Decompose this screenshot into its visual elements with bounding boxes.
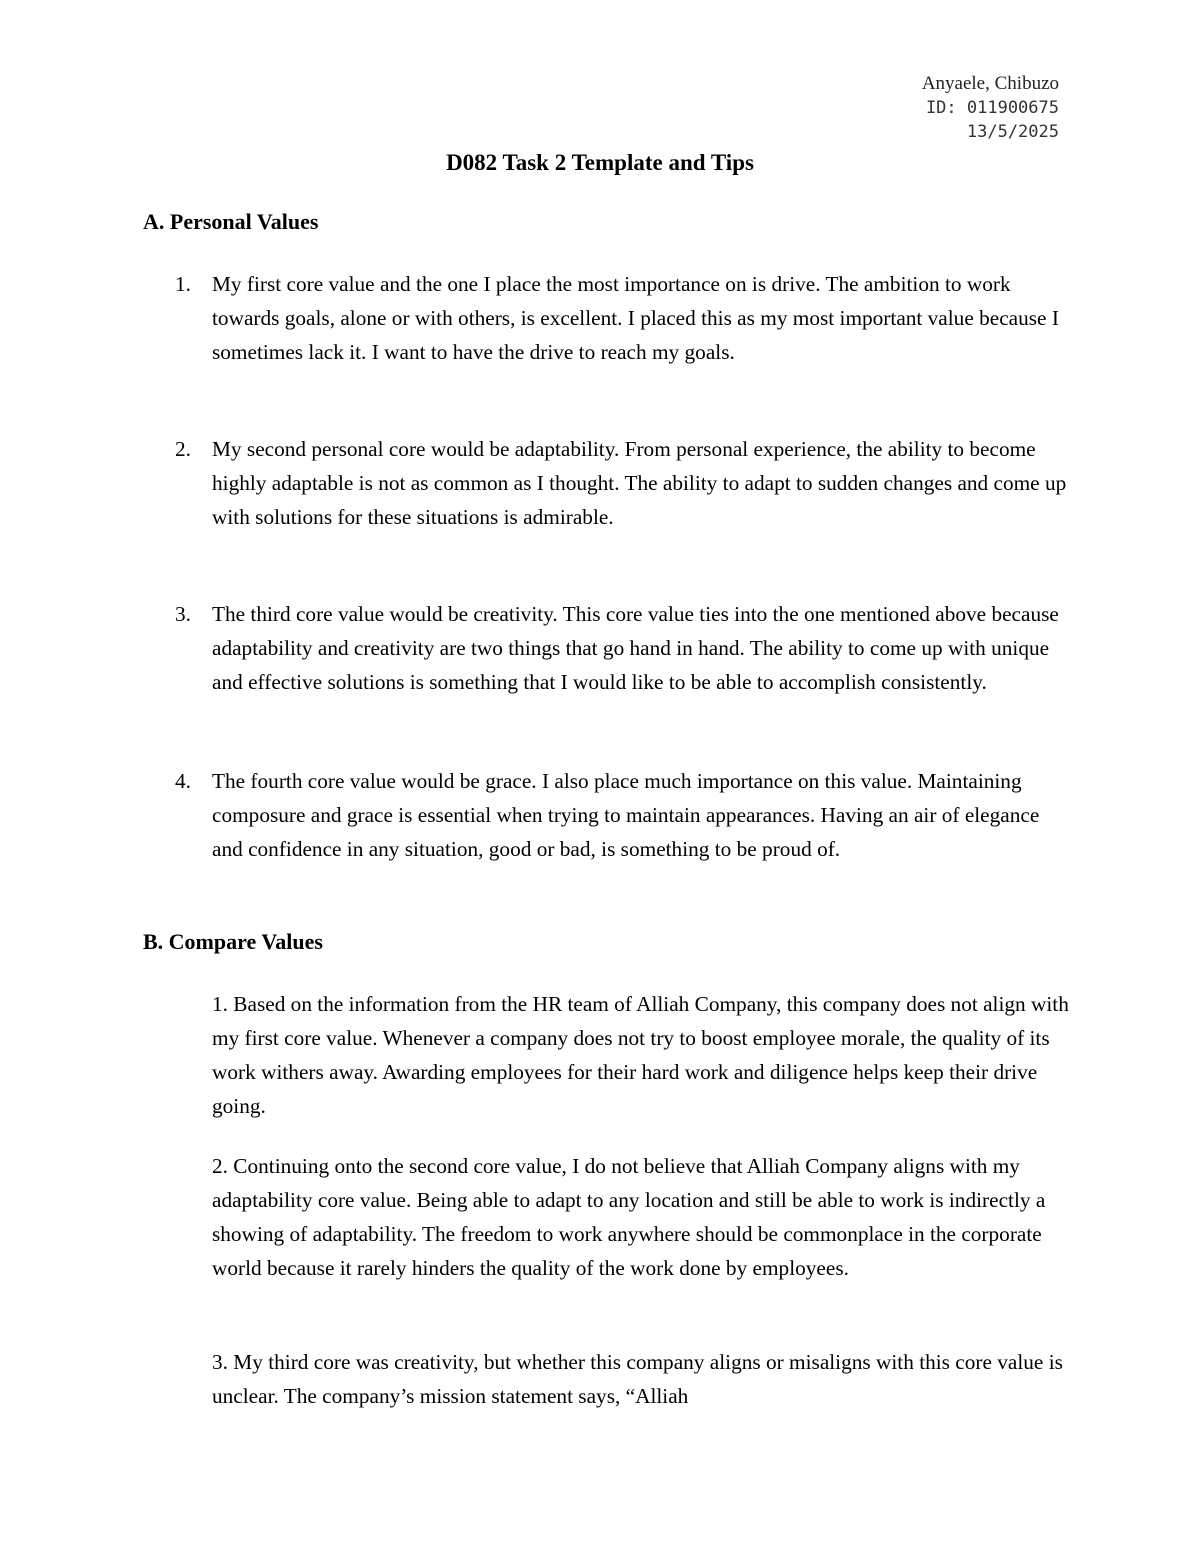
- list-item-text: The third core value would be creativity. This core value ties into the one mentioned above because adaptability and creativity are two things that go hand in hand. The ability to come up with unique and effective solutions is something that I would like to be able to accomplish consistently.: [212, 602, 1059, 694]
- section-a-heading: A. Personal Values: [143, 209, 319, 234]
- list-item-number: 1.: [175, 272, 191, 296]
- list-item-text: The fourth core value would be grace. I also place much importance on this value. Maintaining composure and grace is essential when trying to maintain appearances. Having an air of elegance and confidence in any situation, good or bad, is something to be proud of.: [212, 769, 1040, 861]
- section-b-heading: B. Compare Values: [143, 929, 323, 954]
- compare-paragraph: 2. Continuing onto the second core value, I do not believe that Alliah Company aligns with my adaptability core value. Being able to adapt to any location and still be able to work is indirectly a showing of adaptability. The freedom to work anywhere should be commonplace in the corporate world because it rarely hinders the quality of the work done by employees.: [212, 1154, 1046, 1280]
- document-date: 13/5/2025: [966, 122, 1059, 142]
- author-name: Anyaele, Chibuzo: [921, 73, 1059, 94]
- list-item-text: My first core value and the one I place the most importance on is drive. The ambition to work towards goals, alone or with others, is excellent. I placed this as my most important value because I sometimes lack it. I want to have the drive to reach my goals.: [212, 272, 1059, 364]
- list-item-number: 4.: [175, 769, 191, 793]
- list-item-number: 2.: [175, 437, 191, 461]
- list-item: [175, 432, 1075, 534]
- list-item: [175, 597, 1075, 699]
- student-id: ID: 011900675: [925, 98, 1059, 118]
- list-item-number: 3.: [175, 602, 191, 626]
- list-item: [175, 764, 1075, 866]
- list-item: [175, 267, 1075, 369]
- list-item-text: My second personal core would be adaptability. From personal experience, the ability to become highly adaptable is not as common as I thought. The ability to adapt to sudden changes and come up with solutions for these situations is admirable.: [212, 437, 1067, 529]
- compare-paragraph: 3. My third core was creativity, but whether this company aligns or misaligns with this core value is unclear. The company’s mission statement says, “Alliah: [212, 1350, 1063, 1408]
- author-header: [922, 72, 1059, 144]
- document-title: D082 Task 2 Template and Tips: [446, 150, 754, 175]
- compare-paragraph: 1. Based on the information from the HR team of Alliah Company, this company does not align with my first core value. Whenever a company does not try to boost employee morale, the quality of its work withers away. Awarding employees for their hard work and diligence helps keep their drive going.: [212, 992, 1069, 1118]
